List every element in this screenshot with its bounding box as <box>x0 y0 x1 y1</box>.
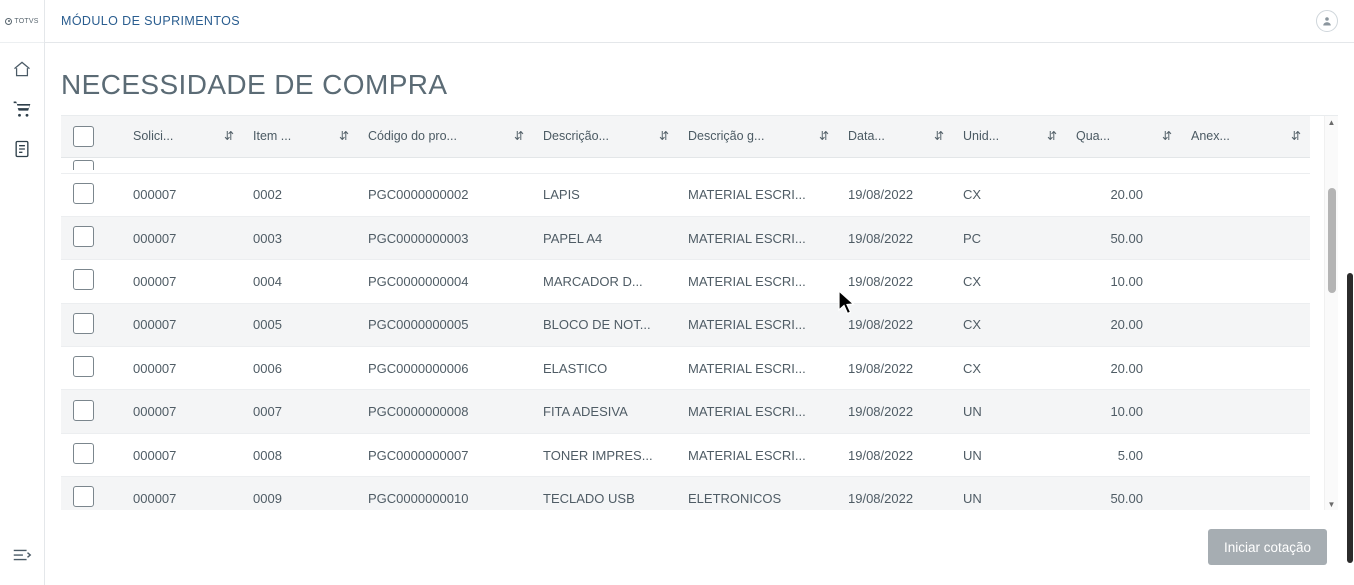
cell-quantidade: 20.00 <box>1066 173 1181 216</box>
cell-item <box>243 157 358 173</box>
row-checkbox[interactable] <box>73 226 94 247</box>
sort-item-icon[interactable]: ⇵ <box>338 129 348 144</box>
page-scroll-thumb[interactable] <box>1347 273 1353 563</box>
row-checkbox-cell <box>61 157 123 173</box>
cell-quantidade: 10.00 <box>1066 260 1181 303</box>
footer-bar <box>45 523 1354 585</box>
cell-anexo <box>1181 173 1310 216</box>
select-all-checkbox[interactable] <box>73 126 94 147</box>
cell-descricao-grupo: MATERIAL ESCRI... <box>678 260 838 303</box>
th-label: Data... <box>848 129 885 144</box>
row-checkbox[interactable] <box>73 400 94 421</box>
row-checkbox-cell <box>61 303 123 346</box>
cell-codigo: PGC0000000008 <box>358 390 533 433</box>
cell-descricao-grupo <box>678 157 838 173</box>
needs-table <box>61 116 1310 510</box>
row-checkbox-cell <box>61 260 123 303</box>
th-label: Descrição g... <box>688 129 765 144</box>
sort-data-icon[interactable]: ⇵ <box>933 129 943 144</box>
row-checkbox[interactable] <box>73 313 94 334</box>
cell-unidade: UN <box>953 477 1066 510</box>
cell-unidade: UN <box>953 390 1066 433</box>
top-bar <box>45 0 1354 43</box>
cell-solicitacao: 000007 <box>123 390 243 433</box>
table-body <box>61 157 1310 510</box>
cell-codigo: PGC0000000010 <box>358 477 533 510</box>
sidebar-item-documents[interactable] <box>0 129 44 169</box>
table-row[interactable] <box>61 433 1310 476</box>
page-title: NECESSIDADE DE COMPRA <box>61 69 448 100</box>
cell-solicitacao <box>123 157 243 173</box>
cell-unidade: PC <box>953 216 1066 259</box>
scroll-up-arrow-icon[interactable]: ▲ <box>1327 118 1336 127</box>
cell-anexo <box>1181 433 1310 476</box>
cell-data: 19/08/2022 <box>838 216 953 259</box>
th-label: Anex... <box>1191 129 1230 144</box>
cell-unidade: CX <box>953 347 1066 390</box>
cell-data: 19/08/2022 <box>838 433 953 476</box>
sort-quantidade-icon[interactable]: ⇵ <box>1161 129 1171 144</box>
cell-item: 0009 <box>243 477 358 510</box>
user-icon <box>1321 15 1333 27</box>
th-codigo-produto <box>358 116 533 157</box>
cell-descricao-grupo: MATERIAL ESCRI... <box>678 173 838 216</box>
row-checkbox-cell <box>61 433 123 476</box>
cell-anexo <box>1181 303 1310 346</box>
row-checkbox-cell <box>61 477 123 510</box>
cell-item: 0006 <box>243 347 358 390</box>
iniciar-cotacao-button[interactable]: Iniciar cotação <box>1208 529 1327 565</box>
totvs-logo <box>0 0 44 43</box>
cell-descricao: TECLADO USB <box>533 477 678 510</box>
cell-descricao: LAPIS <box>533 173 678 216</box>
table-row[interactable] <box>61 477 1310 510</box>
cell-unidade: CX <box>953 260 1066 303</box>
th-label: Unid... <box>963 129 1000 144</box>
cell-data: 19/08/2022 <box>838 173 953 216</box>
cell-codigo <box>358 157 533 173</box>
cell-codigo: PGC0000000003 <box>358 216 533 259</box>
cell-quantidade: 20.00 <box>1066 347 1181 390</box>
scroll-down-arrow-icon[interactable]: ▼ <box>1327 500 1336 509</box>
th-solicitacao <box>123 116 243 157</box>
cell-item: 0002 <box>243 173 358 216</box>
totvs-logo-mark <box>5 18 12 25</box>
cell-unidade: CX <box>953 173 1066 216</box>
cell-descricao-grupo: MATERIAL ESCRI... <box>678 347 838 390</box>
table-row[interactable] <box>61 157 1310 173</box>
content <box>45 69 1354 510</box>
th-anexo <box>1181 116 1310 157</box>
cell-quantidade: 50.00 <box>1066 216 1181 259</box>
cell-anexo <box>1181 216 1310 259</box>
cell-unidade <box>953 157 1066 173</box>
cell-descricao-grupo: MATERIAL ESCRI... <box>678 390 838 433</box>
cell-quantidade: 5.00 <box>1066 433 1181 476</box>
th-quantidade <box>1066 116 1181 157</box>
row-checkbox-cell <box>61 216 123 259</box>
row-checkbox-cell <box>61 347 123 390</box>
cell-anexo <box>1181 157 1310 173</box>
cell-data: 19/08/2022 <box>838 347 953 390</box>
cell-quantidade: 50.00 <box>1066 477 1181 510</box>
cell-quantidade: 20.00 <box>1066 303 1181 346</box>
row-checkbox[interactable] <box>73 356 94 377</box>
row-checkbox[interactable] <box>73 443 94 464</box>
cell-item: 0003 <box>243 216 358 259</box>
cell-anexo <box>1181 260 1310 303</box>
cell-data: 19/08/2022 <box>838 303 953 346</box>
table-row[interactable] <box>61 216 1310 259</box>
cell-descricao <box>533 157 678 173</box>
page-scrollbar[interactable] <box>1346 43 1354 585</box>
row-checkbox[interactable] <box>73 183 94 204</box>
th-label: Item ... <box>253 129 292 144</box>
totvs-logo-label: TOTVS <box>14 17 39 25</box>
th-label: Solici... <box>133 129 174 144</box>
table-row[interactable] <box>61 173 1310 216</box>
table-row[interactable] <box>61 390 1310 433</box>
th-item <box>243 116 358 157</box>
cell-codigo: PGC0000000005 <box>358 303 533 346</box>
sidebar-footer <box>0 535 44 575</box>
th-label: Descrição... <box>543 129 609 144</box>
th-descricao <box>533 116 678 157</box>
cell-descricao-grupo: MATERIAL ESCRI... <box>678 433 838 476</box>
cell-descricao: FITA ADESIVA <box>533 390 678 433</box>
th-label: Código do pro... <box>368 129 457 144</box>
cell-codigo: PGC0000000004 <box>358 260 533 303</box>
cell-item: 0005 <box>243 303 358 346</box>
row-checkbox-cell <box>61 173 123 216</box>
cell-codigo: PGC0000000006 <box>358 347 533 390</box>
sidebar-item-collapse[interactable] <box>0 535 44 575</box>
main-area <box>45 0 1354 585</box>
sort-solicitacao-icon[interactable]: ⇵ <box>223 129 233 144</box>
cell-data: 19/08/2022 <box>838 260 953 303</box>
table-row[interactable] <box>61 347 1310 390</box>
th-label: Qua... <box>1076 129 1111 144</box>
sort-descricao-grupo-icon[interactable]: ⇵ <box>818 129 828 144</box>
table-row[interactable] <box>61 260 1310 303</box>
cell-data: 19/08/2022 <box>838 390 953 433</box>
table-row[interactable] <box>61 303 1310 346</box>
cart-icon <box>12 99 32 119</box>
row-checkbox[interactable] <box>73 269 94 290</box>
cell-unidade: UN <box>953 433 1066 476</box>
header-row <box>61 116 1310 157</box>
cell-descricao: TONER IMPRES... <box>533 433 678 476</box>
cell-descricao-grupo: MATERIAL ESCRI... <box>678 216 838 259</box>
cell-anexo <box>1181 390 1310 433</box>
avatar[interactable] <box>1316 10 1338 32</box>
home-icon <box>12 59 32 79</box>
cell-anexo <box>1181 347 1310 390</box>
th-data <box>838 116 953 157</box>
cell-solicitacao: 000007 <box>123 173 243 216</box>
table-vertical-scrollbar[interactable] <box>1324 116 1338 510</box>
table-header <box>61 116 1310 157</box>
th-unidade <box>953 116 1066 157</box>
cell-data <box>838 157 953 173</box>
cell-descricao: BLOCO DE NOT... <box>533 303 678 346</box>
sidebar <box>0 0 45 585</box>
cell-quantidade <box>1066 157 1181 173</box>
cell-descricao: MARCADOR D... <box>533 260 678 303</box>
cell-descricao: ELASTICO <box>533 347 678 390</box>
sidebar-item-purchases[interactable] <box>0 89 44 129</box>
row-checkbox-cell <box>61 390 123 433</box>
needs-table-wrapper <box>61 115 1338 510</box>
cell-solicitacao: 000007 <box>123 216 243 259</box>
cell-solicitacao: 000007 <box>123 433 243 476</box>
cell-item: 0004 <box>243 260 358 303</box>
cell-solicitacao: 000007 <box>123 303 243 346</box>
sort-unidade-icon[interactable]: ⇵ <box>1046 129 1056 144</box>
cell-anexo <box>1181 477 1310 510</box>
cell-solicitacao: 000007 <box>123 260 243 303</box>
table-scroll-thumb[interactable] <box>1328 188 1336 293</box>
collapse-menu-icon <box>11 544 33 566</box>
cell-item: 0007 <box>243 390 358 433</box>
cell-descricao: PAPEL A4 <box>533 216 678 259</box>
module-title: MÓDULO DE SUPRIMENTOS <box>61 14 241 28</box>
th-descricao-grupo <box>678 116 838 157</box>
document-icon <box>12 139 32 159</box>
cell-unidade: CX <box>953 303 1066 346</box>
sidebar-item-home[interactable] <box>0 49 44 89</box>
sort-descricao-icon[interactable]: ⇵ <box>658 129 668 144</box>
cell-item: 0008 <box>243 433 358 476</box>
cell-data: 19/08/2022 <box>838 477 953 510</box>
sidebar-items <box>0 49 44 169</box>
cell-quantidade: 10.00 <box>1066 390 1181 433</box>
cell-solicitacao: 000007 <box>123 347 243 390</box>
cell-codigo: PGC0000000002 <box>358 173 533 216</box>
th-select-all <box>61 116 123 157</box>
row-checkbox[interactable] <box>73 486 94 507</box>
sort-anexo-icon[interactable]: ⇵ <box>1290 129 1300 144</box>
sort-codigo-icon[interactable]: ⇵ <box>513 129 523 144</box>
row-checkbox[interactable] <box>73 160 94 170</box>
cell-codigo: PGC0000000007 <box>358 433 533 476</box>
cell-descricao-grupo: MATERIAL ESCRI... <box>678 303 838 346</box>
cell-descricao-grupo: ELETRONICOS <box>678 477 838 510</box>
cell-solicitacao: 000007 <box>123 477 243 510</box>
